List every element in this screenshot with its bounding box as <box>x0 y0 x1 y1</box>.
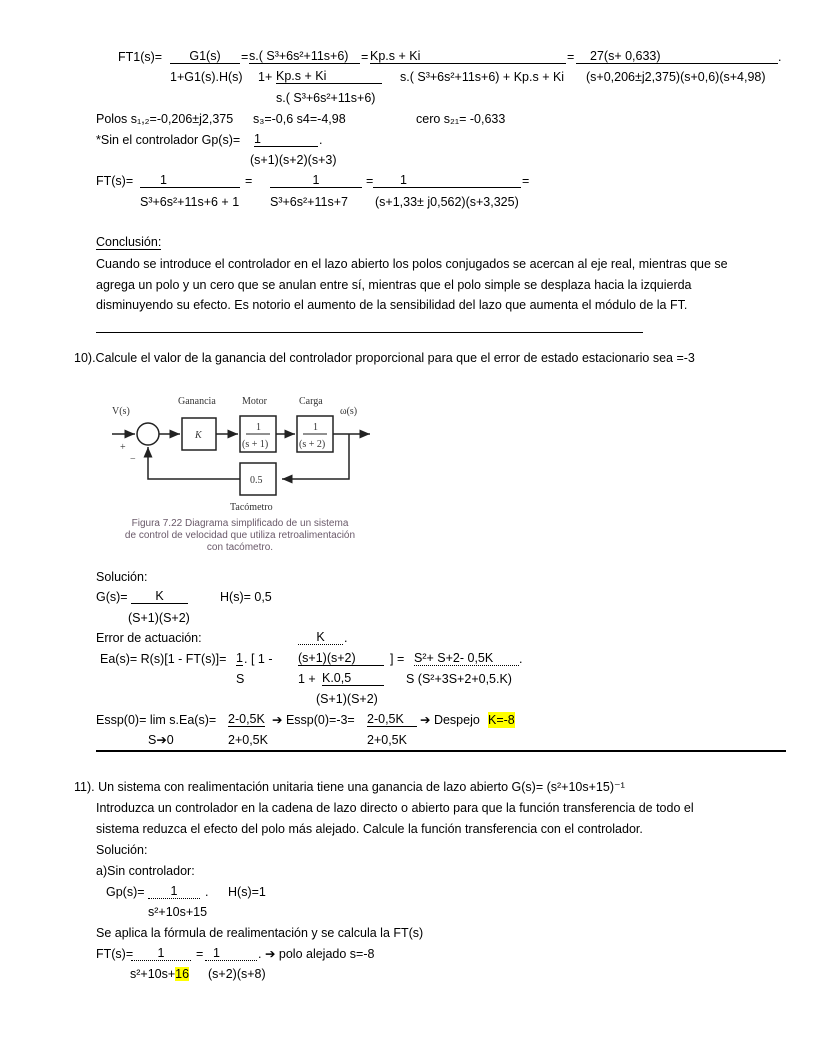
g-den: (S+1)(S+2) <box>128 611 190 625</box>
load-den: (s + 2) <box>299 439 326 450</box>
figure-caption: Figura 7.22 Diagrama simplificado de un sistema <box>131 518 349 529</box>
summing-junction <box>137 423 159 445</box>
output-label: ω(s) <box>340 406 358 417</box>
ea-s: S <box>236 672 245 686</box>
ft-den1: S³+6s²+11s+6 + 1 <box>140 195 240 209</box>
ft1-den3: s.( S³+6s²+11s+6) + Kp.s + Ki <box>400 70 565 84</box>
gain-value: K <box>195 430 202 441</box>
essp-despejo: ➔ Despejo <box>420 713 480 727</box>
plus-sign: + <box>120 442 126 453</box>
ea-res-num: S²+ S+2- 0,5K <box>414 651 519 666</box>
ft1-eq2: = <box>361 50 369 64</box>
ft1-num1: G1(s) <box>170 49 240 64</box>
divider <box>96 332 643 333</box>
feedback-gain: 0.5 <box>250 475 263 486</box>
gp-num: 1 <box>148 884 200 899</box>
g-label: G(s)= <box>96 590 128 604</box>
no-controller-dot: . <box>319 133 323 147</box>
err-label: Error de actuación: <box>96 631 202 645</box>
q11-ft-den1 <box>130 966 189 982</box>
ft1-den1: 1+G1(s).H(s) <box>170 70 243 84</box>
tachometer-label: Tacómetro <box>230 502 273 513</box>
q10-title: 10).Calcule el valor de la ganancia del controlador proporcional para que el error de estado estacionario sea =-3 <box>74 351 695 365</box>
ft-num1: 1 <box>140 173 240 188</box>
q10-solution: Solución: <box>96 570 148 584</box>
q11-apply: Se aplica la fórmula de realimentación y se calcula la FT(s) <box>96 926 424 940</box>
g-num: K <box>131 589 188 604</box>
ft-den3: (s+1,33± j0,562)(s+3,325) <box>375 195 519 209</box>
q11-ft-tail: . ➔ polo alejado s=-8 <box>258 947 375 961</box>
ft-num2: 1 <box>270 173 362 188</box>
ea-den-num: K.0,5 <box>322 671 384 686</box>
ft-den2: S³+6s²+11s+7 <box>270 195 348 209</box>
q11-ft-den1-a: s²+10s+ <box>130 967 176 981</box>
essp-num2: 2-0,5K <box>367 712 417 727</box>
ft1-num2: s.( S³+6s²+11s+6) <box>249 49 360 64</box>
conclusion-line: disminuyendo su efecto. Es notorio el aumento de la sensibilidad del lazo que aumenta el módulo de la FT. <box>96 298 688 312</box>
q11-a: a)Sin controlador: <box>96 864 195 878</box>
essp-den2: 2+0,5K <box>367 733 407 747</box>
ea-close: ] = <box>390 652 405 666</box>
gp-h: H(s)=1 <box>228 885 266 899</box>
load-num: 1 <box>313 422 318 433</box>
q11-line: sistema reduzca el efecto del polo más alejado. Calcule la función transferencia con el controlador. <box>96 822 643 836</box>
ft-eq3: = <box>522 174 530 188</box>
ft1-label: FT1(s)= <box>118 50 163 64</box>
conclusion-line: agrega un polo y un cero que se anulan entre sí, mientras que el polo simple se desplaza hacia la izquierda <box>96 278 692 292</box>
block-diagram <box>100 390 380 515</box>
q11-ft-label: FT(s)= <box>96 947 134 961</box>
essp-num1: 2-0,5K <box>228 712 265 726</box>
essp-label: Essp(0)= lim s.Ea(s)= <box>96 713 217 727</box>
motor-den: (s + 1) <box>242 439 269 450</box>
ft1-den2-den: s.( S³+6s²+11s+6) <box>276 91 376 105</box>
ft1-dot: . <box>778 50 782 64</box>
q11-ft-num2: 1 <box>205 946 257 961</box>
ft-eq1: = <box>245 174 253 188</box>
no-controller-label: *Sin el controlador Gp(s)= <box>96 133 241 147</box>
ft1-num4: 27(s+ 0,633) <box>576 49 778 64</box>
q11-title: 11). Un sistema con realimentación unitaria tiene una ganancia de lazo abierto G(s)= (s²+10s+15)⁻¹ <box>74 780 625 794</box>
ft-label: FT(s)= <box>96 174 134 188</box>
poles-12: Polos s₁,₂=-0,206±j2,375 <box>96 112 234 126</box>
essp-den1: 2+0,5K <box>228 733 268 747</box>
zero: cero s₂₁= -0,633 <box>416 112 506 126</box>
h-value: H(s)= 0,5 <box>220 590 272 604</box>
load-label: Carga <box>299 396 323 407</box>
ft1-num3: Kp.s + Ki <box>370 49 566 64</box>
err-k-dot: . <box>344 631 348 645</box>
motor-num: 1 <box>256 422 261 433</box>
ft1-eq1: = <box>241 50 249 64</box>
minus-sign: − <box>130 454 136 465</box>
input-label: V(s) <box>112 406 130 417</box>
ea-res-dot: . <box>519 652 523 666</box>
figure-caption: con tacómetro. <box>206 542 274 553</box>
q11-ft-den2: (s+2)(s+8) <box>208 967 266 981</box>
ea-den-den: (S+1)(S+2) <box>316 692 378 706</box>
lim-sub: S➔0 <box>148 733 174 747</box>
ea-den-prefix: 1 + <box>298 672 316 686</box>
ea-one: 1 <box>236 651 243 665</box>
section-divider <box>96 750 786 752</box>
q11-solution: Solución: <box>96 843 148 857</box>
err-k: K <box>298 630 343 645</box>
essp-mid: ➔ Essp(0)=-3= <box>272 713 355 727</box>
conclusion-line: Cuando se introduce el controlador en el lazo abierto los polos conjugados se acercan al eje real, mientras que se <box>96 257 728 271</box>
ea-num: (s+1)(s+2) <box>298 651 384 666</box>
ft1-den4: (s+0,206±j2,375)(s+0,6)(s+4,98) <box>586 70 766 84</box>
q11-ft-num1: 1 <box>131 946 191 961</box>
no-controller-num: 1 <box>254 132 318 147</box>
essp-result: K=-8 <box>488 713 515 727</box>
ea-res-den: S (S²+3S+2+0,5.K) <box>406 672 512 686</box>
figure-caption: de control de velocidad que utiliza retroalimentación <box>124 530 356 541</box>
no-controller-den: (s+1)(s+2)(s+3) <box>250 153 337 167</box>
q11-line: Introduzca un controlador en la cadena de lazo directo o abierto para que la función transferencia de todo el <box>96 801 694 815</box>
poles-34: s₃=-0,6 s4=-4,98 <box>253 112 346 126</box>
ft1-den2-prefix: 1+ <box>258 70 273 84</box>
ft1-den2-num: Kp.s + Ki <box>276 69 382 84</box>
gp-dot: . <box>205 885 209 899</box>
ft1-eq3: = <box>567 50 575 64</box>
q11-ft-eq: = <box>196 947 204 961</box>
ea-label: Ea(s)= R(s)[1 - FT(s)]= <box>100 652 227 666</box>
ea-bracket: . [ 1 - <box>244 652 273 666</box>
ft-eq2: = <box>366 174 374 188</box>
ft-num3: 1 <box>373 173 521 188</box>
conclusion-title: Conclusión: <box>96 235 162 249</box>
gp-label: Gp(s)= <box>106 885 145 899</box>
gp-den: s²+10s+15 <box>148 905 208 919</box>
motor-label: Motor <box>242 396 267 407</box>
gain-label: Ganancia <box>178 396 216 407</box>
q11-ft-den1-highlight: 16 <box>175 967 190 981</box>
